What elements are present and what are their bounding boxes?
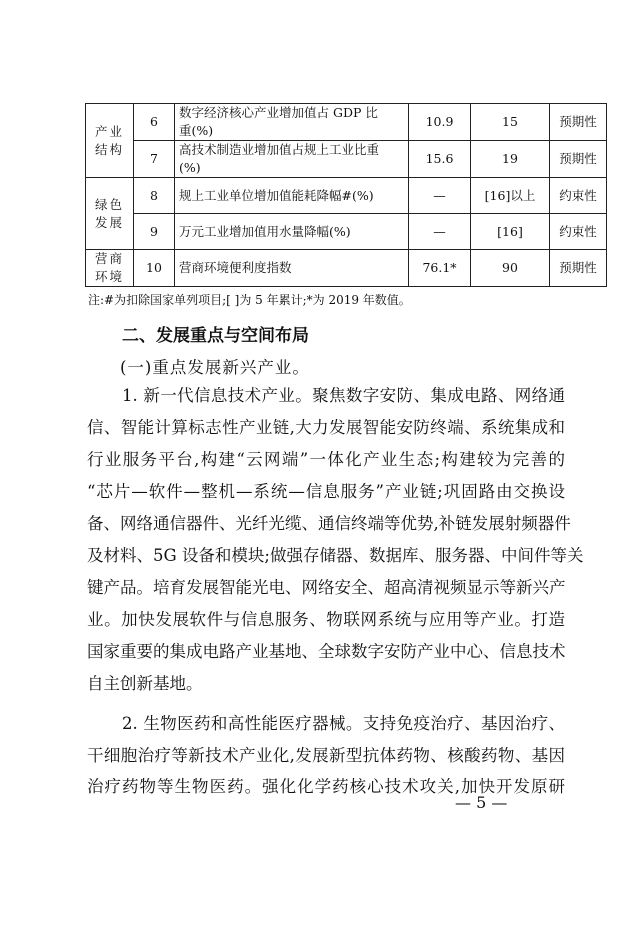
category-cell: 绿色 发展 <box>86 178 134 250</box>
paragraph-line: 行业服务平台,构建“云网端”一体化产业生态;构建较为完善的 <box>87 450 565 469</box>
baseline-value: 76.1* <box>409 250 471 287</box>
target-value: [16] <box>471 214 550 250</box>
paragraph-line: 治疗药物等生物医药。强化化学药核心技术攻关,加快开发原研 <box>87 777 565 796</box>
table-row <box>86 141 607 178</box>
target-value: 90 <box>471 250 550 287</box>
paragraph-line: 及材料、5G 设备和模块;做强存储器、数据库、服务器、中间件等关 <box>87 546 584 565</box>
row-number: 10 <box>134 250 175 287</box>
row-number: 8 <box>134 178 175 214</box>
indicator-name: 数字经济核心产业增加值占 GDP 比 重(%) <box>175 104 409 141</box>
paragraph-line: “芯片—软件—整机—系统—信息服务”产业链;巩固路由交换设 <box>87 482 565 501</box>
indicator-type: 预期性 <box>550 250 607 287</box>
indicator-name: 规上工业单位增加值能耗降幅#(%) <box>175 178 409 214</box>
paragraph-line: 业。加快发展软件与信息服务、物联网系统与应用等产业。打造 <box>87 610 565 629</box>
baseline-value: 15.6 <box>409 141 471 178</box>
subsection-heading: (一)重点发展新兴产业。 <box>120 358 310 377</box>
indicator-type: 预期性 <box>550 141 607 178</box>
baseline-value: — <box>409 178 471 214</box>
paragraph-line: 信、智能计算标志性产业链,大力发展智能安防终端、系统集成和 <box>87 418 565 437</box>
indicator-type: 约束性 <box>550 214 607 250</box>
target-value: 15 <box>471 104 550 141</box>
indicator-name: 万元工业增加值用水量降幅(%) <box>175 214 409 250</box>
indicator-name: 高技术制造业增加值占规上工业比重 (%) <box>175 141 409 178</box>
row-number: 9 <box>134 214 175 250</box>
category-cell: 产业 结构 <box>86 104 134 178</box>
table-row <box>86 178 607 214</box>
indicator-table <box>85 103 607 287</box>
paragraph-line: 国家重要的集成电路产业基地、全球数字安防产业中心、信息技术 <box>87 642 566 661</box>
indicator-type: 约束性 <box>550 178 607 214</box>
indicator-type: 预期性 <box>550 104 607 141</box>
table-row <box>86 104 607 141</box>
target-value: [16]以上 <box>471 178 550 214</box>
table-row <box>86 250 607 287</box>
section-heading: 二、发展重点与空间布局 <box>122 326 309 346</box>
paragraph-line: 自主创新基地。 <box>87 674 203 693</box>
baseline-value: 10.9 <box>409 104 471 141</box>
indicator-name: 营商环境便利度指数 <box>175 250 409 287</box>
paragraph-line: 1. 新一代信息技术产业。聚焦数字安防、集成电路、网络通 <box>122 386 565 405</box>
row-number: 7 <box>134 141 175 178</box>
table-note: 注:#为扣除国家单列项目;[ ]为 5 年累计;*为 2019 年数值。 <box>88 293 411 307</box>
table-row <box>86 214 607 250</box>
target-value: 19 <box>471 141 550 178</box>
row-number: 6 <box>134 104 175 141</box>
category-cell: 营商 环境 <box>86 250 134 287</box>
paragraph-line: 2. 生物医药和高性能医疗器械。支持免疫治疗、基因治疗、 <box>122 714 565 733</box>
paragraph-line: 键产品。培育发展智能光电、网络安全、超高清视频显示等新兴产 <box>87 578 566 597</box>
page-number: — 5 — <box>455 793 508 812</box>
paragraph-line: 干细胞治疗等新技术产业化,发展新型抗体药物、核酸药物、基因 <box>87 746 565 765</box>
baseline-value: — <box>409 214 471 250</box>
paragraph-line: 备、网络通信器件、光纤光缆、通信终端等优势,补链发展射频器件 <box>87 514 571 533</box>
